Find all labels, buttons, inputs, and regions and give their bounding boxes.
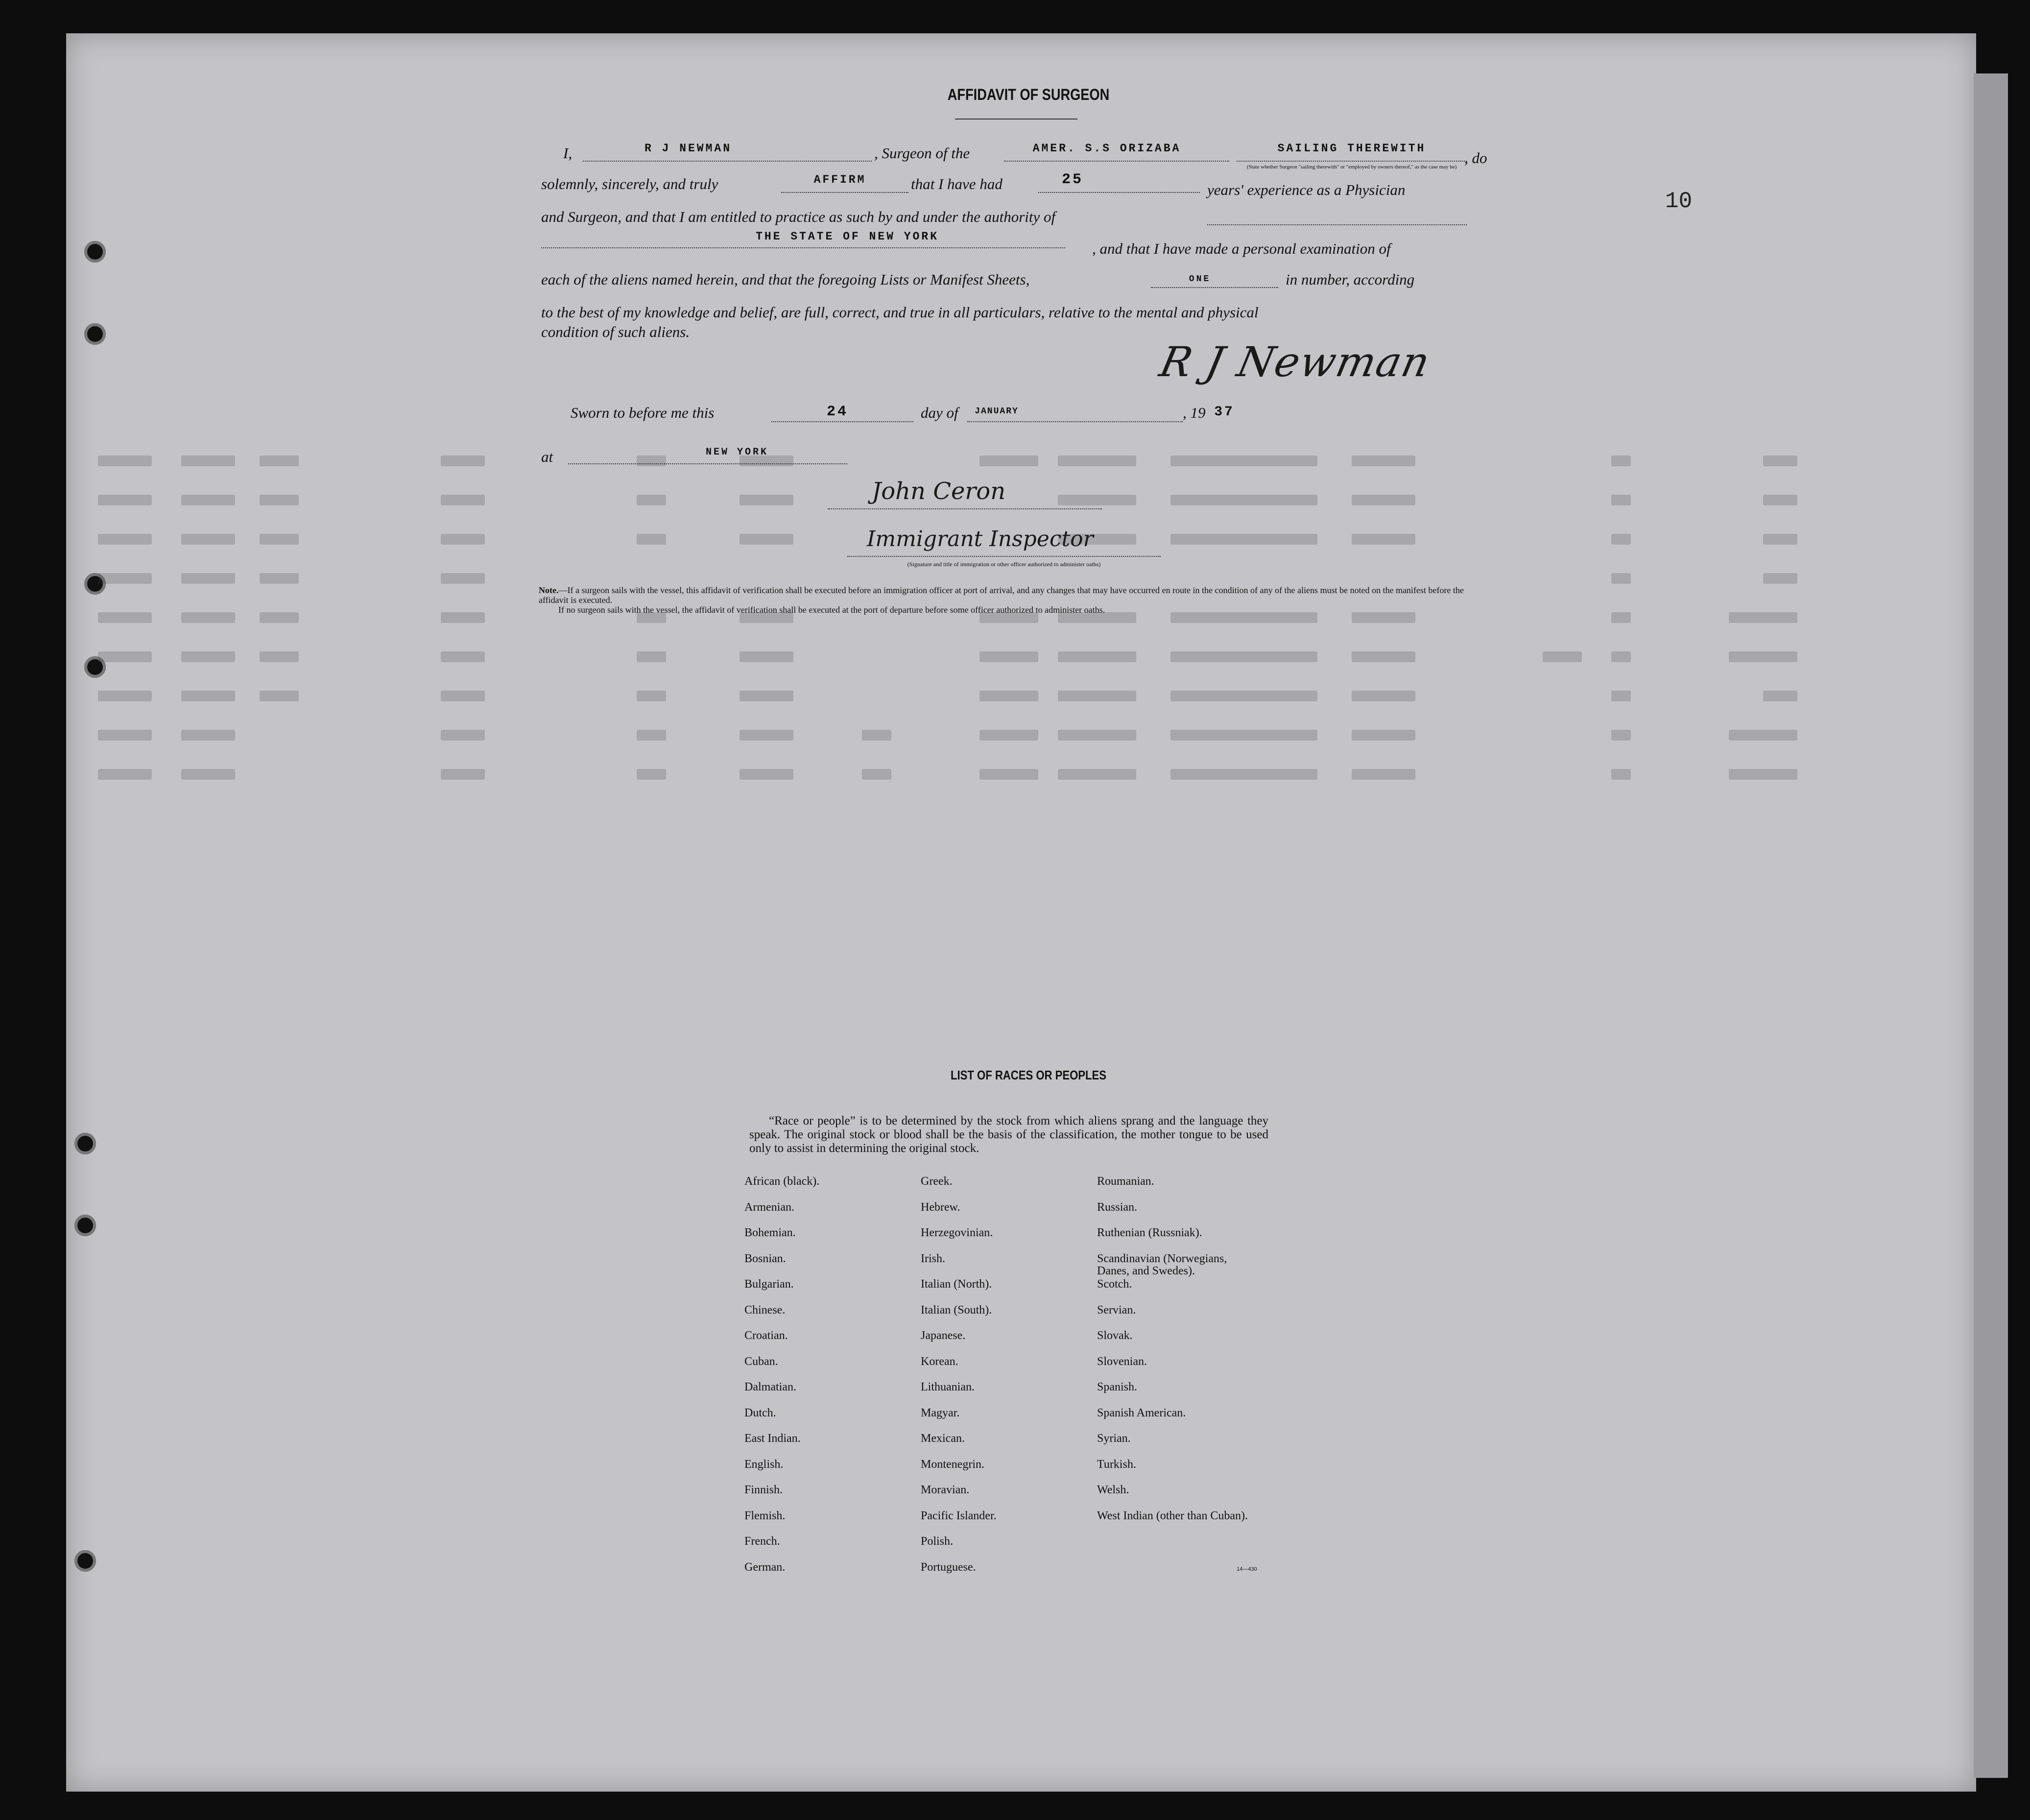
sheets-field: ONE: [1189, 274, 1211, 284]
years-field: 25: [1061, 171, 1083, 188]
race-entry: Finnish.: [744, 1484, 783, 1496]
sworn-month-field: JANUARY: [975, 407, 1019, 416]
sheets-dots: [1151, 287, 1278, 288]
race-entry: English.: [744, 1458, 784, 1471]
race-entry: West Indian (other than Cuban).: [1097, 1509, 1248, 1522]
race-entry: Flemish.: [744, 1509, 786, 1522]
sworn-prefix: Sworn to before me this: [571, 404, 715, 421]
races-column-2: [921, 1175, 1082, 1587]
oath-field: AFFIRM: [813, 173, 866, 186]
bleed-through-rows: [98, 455, 1812, 798]
race-entry: Montenegrin.: [921, 1458, 984, 1471]
binder-hole: [74, 1550, 96, 1572]
place-field: NEW YORK: [705, 447, 768, 458]
affidavit-title: AFFIDAVIT OF SURGEON: [947, 86, 1110, 103]
authority-field: THE STATE OF NEW YORK: [756, 230, 939, 243]
line-1-end: , do: [1464, 149, 1487, 167]
at-prefix: at: [541, 448, 553, 465]
day-dots: [771, 421, 913, 422]
oath-dots: [781, 192, 908, 193]
race-entry: Cuban.: [744, 1355, 778, 1368]
years-dots: [1038, 192, 1200, 193]
races-column-1: [744, 1175, 906, 1587]
line-4-end: , and that I have made a personal examination of: [1092, 240, 1391, 257]
race-entry: Portuguese.: [921, 1560, 976, 1574]
surgeon-signature: R J Newman: [1155, 338, 1435, 386]
race-entry: Pacific Islander.: [921, 1509, 997, 1522]
race-entry: Dalmatian.: [744, 1381, 796, 1393]
surgeon-name-field: R J NEWMAN: [644, 142, 732, 155]
binder-hole: [74, 1215, 96, 1236]
race-entry: Italian (South).: [921, 1303, 992, 1317]
race-entry: Mexican.: [921, 1432, 965, 1445]
race-entry: Greek.: [921, 1175, 953, 1188]
line-6: to the best of my knowledge and belief, are full, correct, and true in all particulars, relative to the mental and physical: [541, 304, 1259, 321]
race-entry: Irish.: [921, 1252, 945, 1265]
officer-caption: (Signature and title of immigration or other officer authorized to administer oaths): [907, 561, 1101, 568]
title-rule: [955, 119, 1077, 120]
race-entry: Spanish American.: [1097, 1406, 1186, 1419]
form-code: 14—430: [1237, 1566, 1257, 1572]
line-1-mid: , Surgeon of the: [874, 144, 970, 162]
race-entry: Armenian.: [744, 1200, 794, 1214]
race-entry: Slovenian.: [1097, 1355, 1147, 1368]
race-entry: French.: [744, 1535, 780, 1548]
sailing-field: SAILING THEREWITH: [1277, 142, 1426, 155]
races-title: LIST OF RACES OR PEOPLES: [950, 1068, 1107, 1082]
month-dots: [967, 421, 1183, 422]
race-entry: German.: [744, 1560, 786, 1574]
sworn-day-of: day of: [921, 404, 958, 421]
place-dots: [568, 463, 847, 464]
line-1-prefix: I,: [563, 144, 573, 162]
line-5-prefix: each of the aliens named herein, and that the foregoing Lists or Manifest Sheets,: [541, 271, 1030, 288]
line-7: condition of such aliens.: [541, 323, 690, 340]
line-2-mid: that I have had: [911, 175, 1003, 192]
sworn-year-field: 37: [1214, 405, 1235, 420]
race-entry: Croatian.: [744, 1329, 788, 1342]
race-entry: Roumanian.: [1097, 1175, 1154, 1188]
authority-dots-a: [1207, 224, 1467, 225]
race-entry: Syrian.: [1097, 1432, 1131, 1445]
race-entry: Bohemian.: [744, 1226, 796, 1239]
race-entry: Scotch.: [1097, 1278, 1132, 1291]
race-entry: Dutch.: [744, 1406, 776, 1419]
race-entry: Hebrew.: [921, 1200, 960, 1214]
race-entry: Japanese.: [921, 1329, 966, 1342]
race-entry: Slovak.: [1097, 1329, 1133, 1342]
race-entry: East Indian.: [744, 1432, 801, 1445]
race-entry: Scandinavian (Norwegians, Danes, and Swedes).: [1097, 1252, 1227, 1277]
page-edge: [1974, 73, 2008, 1778]
binder-hole: [84, 323, 106, 345]
vessel-dots: [1004, 161, 1229, 162]
race-entry: Magyar.: [921, 1406, 960, 1419]
race-entry: Lithuanian.: [921, 1381, 975, 1393]
authority-dots: [541, 247, 1065, 248]
race-entry: Servian.: [1097, 1303, 1136, 1317]
line-3-prefix: and Surgeon, and that I am entitled to practice as such by and under the authority of: [541, 208, 1056, 225]
officer-title-line: [847, 556, 1161, 557]
note-paragraph-2: If no surgeon sails with the vessel, the affidavit of verification shall be executed at the port of departure before some officer authorized to administer oaths.: [558, 605, 1105, 615]
race-entry: Bosnian.: [744, 1252, 786, 1265]
race-entry: Russian.: [1097, 1200, 1138, 1214]
note-text-1: —If a surgeon sails with the vessel, this affidavit of verification shall be executed before an immigration officer at port of arrival, and any changes that may have occurred en route in the condition of any of the aliens must be noted on the manifest before the affidavit is executed.: [539, 585, 1464, 605]
races-column-3: [1097, 1175, 1259, 1535]
line-2-prefix: solemnly, sincerely, and truly: [541, 175, 718, 192]
race-entry: Welsh.: [1097, 1484, 1129, 1496]
race-entry: Italian (North).: [921, 1278, 992, 1291]
officer-signature: John Ceron: [872, 478, 1006, 505]
race-entry: Moravian.: [921, 1484, 970, 1496]
line-5-end: in number, according: [1286, 271, 1415, 288]
sailing-dots: [1237, 161, 1467, 162]
line-2-end: years' experience as a Physician: [1207, 181, 1406, 198]
vessel-field: AMER. S.S ORIZABA: [1032, 142, 1181, 155]
binder-hole: [84, 241, 106, 263]
note-paragraph-1: [539, 585, 1489, 605]
sworn-year-prefix: , 19: [1183, 404, 1206, 421]
sworn-day-field: 24: [826, 404, 848, 420]
race-entry: Herzegovinian.: [921, 1226, 993, 1239]
race-entry: Chinese.: [744, 1303, 786, 1317]
surgeon-name-dots: [583, 161, 872, 162]
race-entry: Polish.: [921, 1535, 954, 1548]
sailing-hint: (State whether Surgeon "sailing therewith" or "employed by owners thereof," as the case may be): [1246, 164, 1457, 170]
note-label: Note.: [539, 585, 559, 595]
race-entry: Turkish.: [1097, 1458, 1136, 1471]
race-entry: Spanish.: [1097, 1381, 1138, 1393]
race-entry: Korean.: [921, 1355, 958, 1368]
race-entry: Ruthenian (Russniak).: [1097, 1226, 1202, 1239]
binder-hole: [74, 1133, 96, 1154]
officer-title-signature: Immigrant Inspector: [867, 527, 1094, 551]
affidavit-note: [539, 585, 1489, 615]
races-intro: “Race or people” is to be determined by the stock from which aliens sprang and the language they speak. The original stock or blood shall be the basis of the classification, the mother tongue to be used only to assist in determining the original stock.: [749, 1114, 1268, 1155]
race-entry: Bulgarian.: [744, 1278, 794, 1291]
officer-sig-line: [828, 508, 1102, 509]
page-number: 10: [1665, 189, 1693, 214]
race-entry: African (black).: [744, 1175, 820, 1188]
